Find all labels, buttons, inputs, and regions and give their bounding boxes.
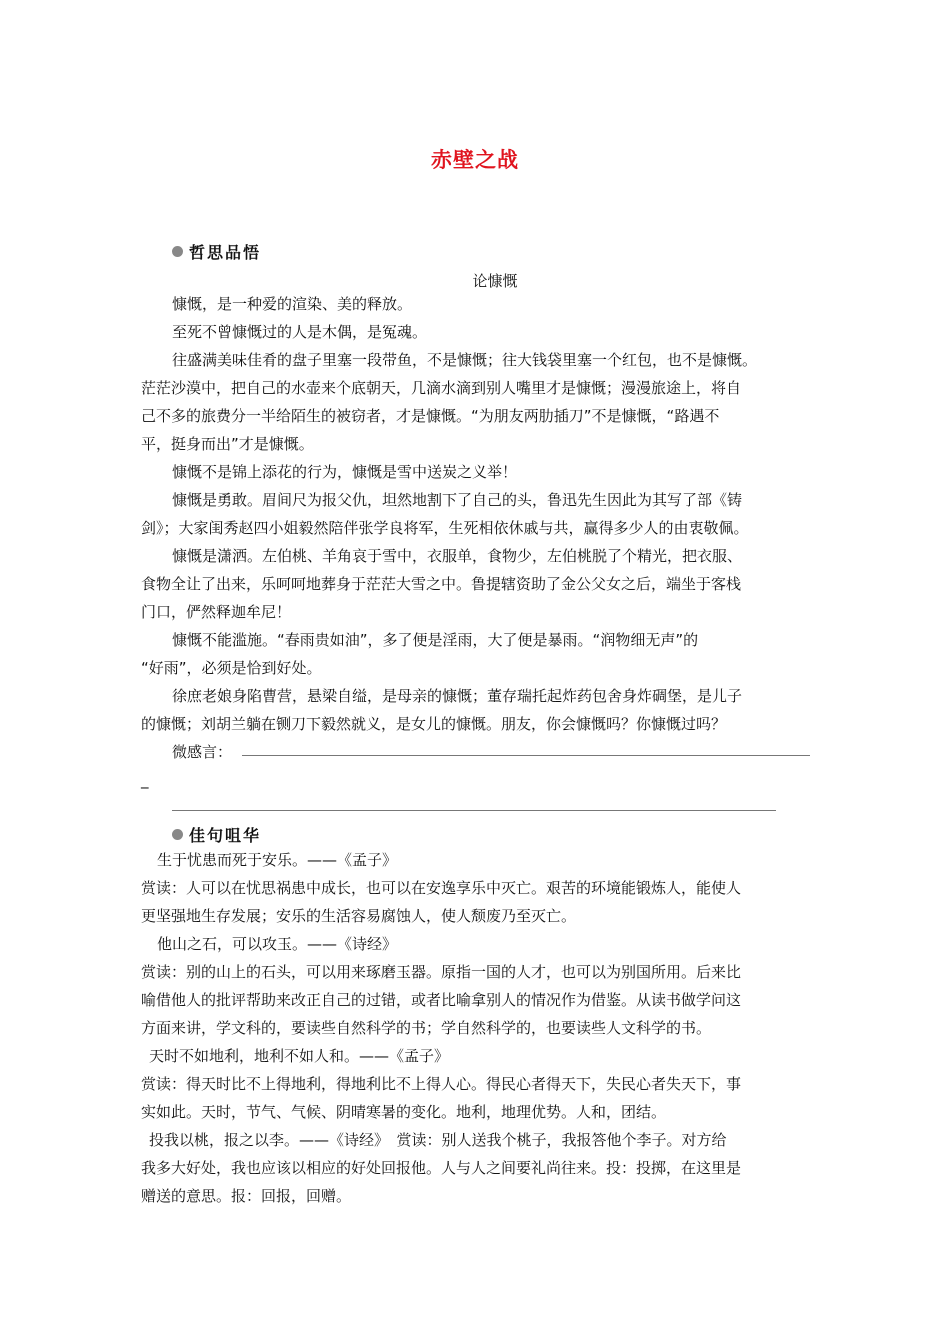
essay-subtitle: 论慷慨: [472, 272, 518, 290]
essay-line: 慷慨不是锦上添花的行为，慷慨是雪中送炭之义举！: [172, 463, 518, 481]
essay-line: 门口，俨然释迦牟尼！: [141, 603, 292, 621]
essay-line: 己不多的旅费分一半给陌生的被窃者，才是慷慨。“为朋友两肋插刀”不是慷慨，“路遇不: [141, 407, 720, 425]
appreciation-line: 实如此。天时，节气、气候、阴晴寒暑的变化。地利，地理优势。人和，团结。: [141, 1103, 667, 1121]
reflection-prompt-label: 微感言：: [172, 743, 233, 761]
section-heading-label: 佳句咀华: [189, 826, 262, 845]
essay-line: 平，挺身而出”才是慷慨。: [141, 435, 314, 453]
section-heading-quotes: [172, 823, 261, 846]
appreciation-line: 赏读：人可以在忧思祸患中成长，也可以在安逸享乐中灭亡。艰苦的环境能锻炼人，能使人: [141, 879, 742, 897]
essay-line: 慷慨不能滥施。“春雨贵如油”，多了便是淫雨，大了便是暴雨。“润物细无声”的: [172, 631, 699, 649]
appreciation-line: 我多大好处，我也应该以相应的好处回报他。人与人之间要礼尚往来。投：投掷，在这里是: [141, 1159, 742, 1177]
essay-line: 至死不曾慷慨过的人是木偶，是冤魂。: [172, 323, 428, 341]
essay-line: 的慷慨；刘胡兰躺在铡刀下毅然就义，是女儿的慷慨。朋友，你会慷慨吗？你慷慨过吗？: [141, 715, 727, 733]
essay-line: 慷慨是潇洒。左伯桃、羊角哀于雪中，衣服单，食物少，左伯桃脱了个精光，把衣服、: [172, 547, 743, 565]
essay-line: 剑》；大家闺秀赵四小姐毅然陪伴张学良将军，生死相依休戚与共，赢得多少人的由衷敬佩。: [141, 519, 749, 537]
essay-line: “好雨”，必须是恰到好处。: [141, 659, 322, 677]
bullet-dot-icon: [172, 246, 183, 257]
appreciation-line: 方面来讲，学文科的，要读些自然科学的书；学自然科学的，也要读些人文科学的书。: [141, 1019, 712, 1037]
essay-line: 食物全让了出来，乐呵呵地葬身于茫茫大雪之中。鲁提辖资助了金公父女之后，端坐于客栈: [141, 575, 742, 593]
essay-line: 茫茫沙漠中，把自己的水壶来个底朝天，几滴水滴到别人嘴里才是慷慨；漫漫旅途上，将自: [141, 379, 742, 397]
essay-line: 徐庶老娘身陷曹营，悬梁自缢，是母亲的慷慨；董存瑞托起炸药包舍身炸碉堡，是儿子: [172, 687, 743, 705]
appreciation-line: 赏读：得天时比不上得地利，得地利比不上得人心。得民心者得天下，失民心者失天下，事: [141, 1075, 742, 1093]
quote-line: 他山之石，可以攻玉。——《诗经》: [157, 935, 398, 953]
bullet-dot-icon: [172, 829, 183, 840]
appreciation-line: 喻借他人的批评帮助来改正自己的过错，或者比喻拿别人的情况作为借鉴。从读书做学问这: [141, 991, 742, 1009]
reflection-answer-line[interactable]: [242, 755, 810, 756]
essay-line: 慷慨是勇敢。眉间尺为报父仇，坦然地割下了自己的头，鲁迅先生因此为其写了部《铸: [172, 491, 743, 509]
section-heading-philosophy: [172, 240, 261, 263]
page-title: 赤壁之战: [431, 148, 519, 172]
appreciation-line: 赏读：别的山上的石头，可以用来琢磨玉器。原指一国的人才，也可以为别国所用。后来比: [141, 963, 742, 981]
underscore-mark: _: [141, 771, 149, 789]
essay-line: 往盛满美味佳肴的盘子里塞一段带鱼，不是慷慨；往大钱袋里塞一个红包，也不是慷慨。: [172, 351, 758, 369]
quote-line: 投我以桃，报之以李。——《诗经》 赏读：别人送我个桃子，我报答他个李子。对方给: [149, 1131, 727, 1149]
essay-line: 慷慨，是一种爱的渲染、美的释放。: [172, 295, 413, 313]
appreciation-line: 赠送的意思。报：回报，回赠。: [141, 1187, 352, 1205]
quote-line: 天时不如地利，地利不如人和。——《孟子》: [149, 1047, 450, 1065]
section-heading-label: 哲思品悟: [189, 243, 262, 262]
appreciation-line: 更坚强地生存发展；安乐的生活容易腐蚀人，使人颓废乃至灭亡。: [141, 907, 577, 925]
quote-line: 生于忧患而死于安乐。——《孟子》: [157, 851, 398, 869]
reflection-answer-line-2[interactable]: [172, 810, 776, 811]
